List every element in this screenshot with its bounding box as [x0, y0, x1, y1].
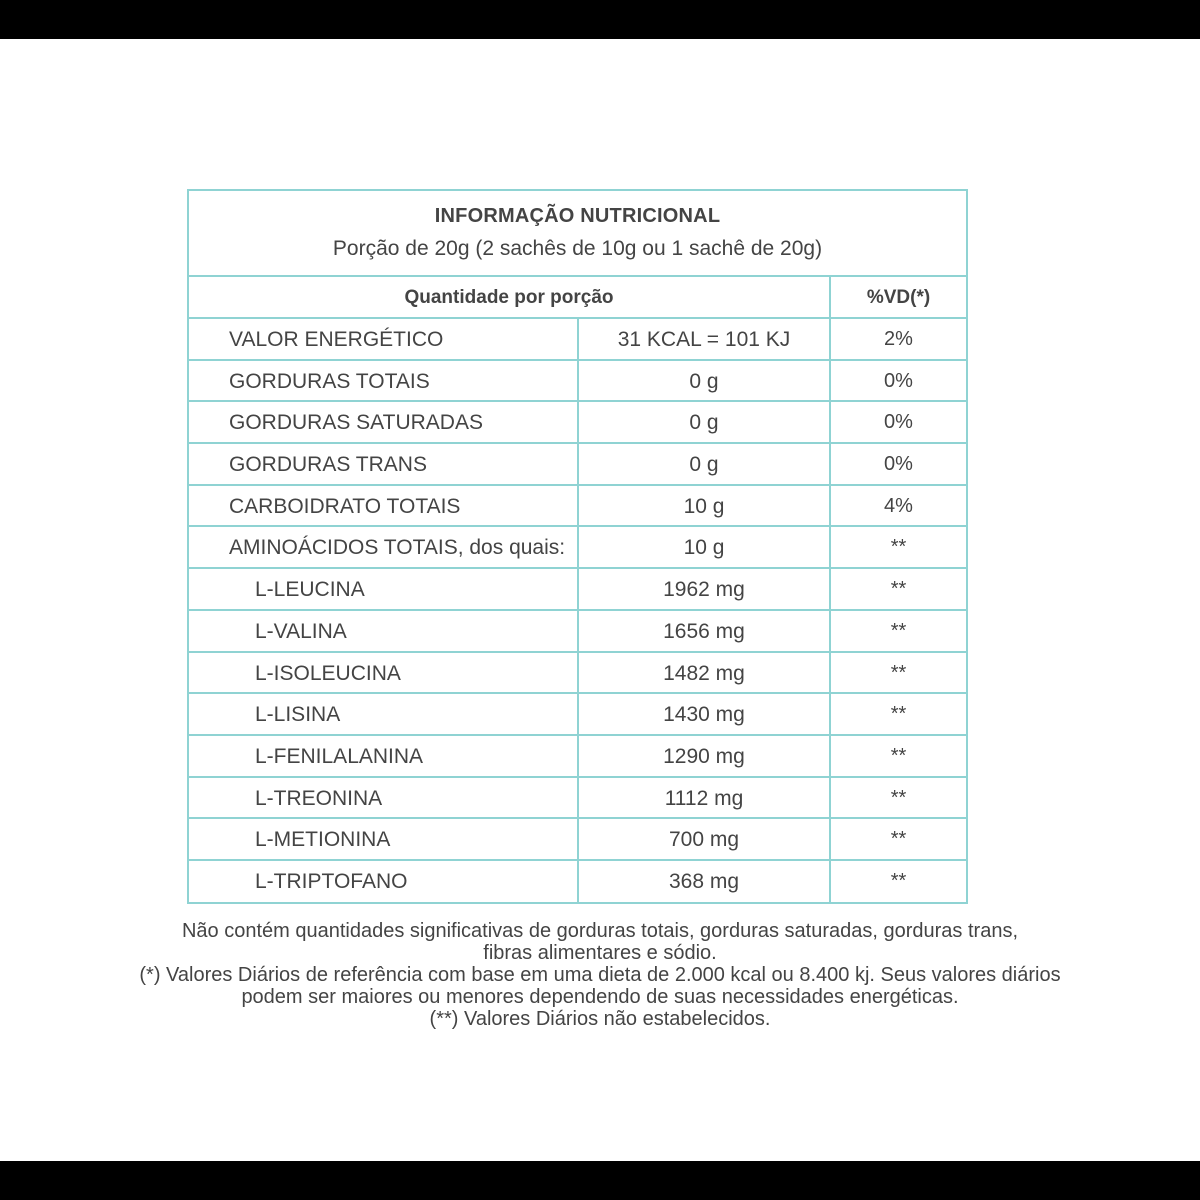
table-row [189, 694, 966, 736]
nutrient-name: L-LEUCINA [255, 578, 365, 602]
table-row [189, 527, 966, 569]
nutrient-amount: 0 g [689, 369, 719, 393]
footnote-line: Não contém quantidades significativas de gorduras totais, gorduras saturadas, gorduras trans, [181, 920, 1019, 942]
table-row [189, 778, 966, 820]
nutrient-amount: 1656 mg [663, 619, 745, 643]
nutrient-amount: 10 g [683, 536, 725, 560]
footnotes [60, 920, 1140, 1030]
nutrient-amount: 31 KCAL = 101 KJ [617, 328, 791, 351]
nutrient-name: L-TREONINA [255, 786, 383, 810]
nutrient-vd: 2% [884, 328, 913, 350]
nutrient-name: GORDURAS SATURADAS [229, 411, 483, 435]
nutrient-amount: 368 mg [668, 869, 740, 893]
nutrient-vd: ** [890, 703, 907, 726]
nutrient-amount: 700 mg [668, 828, 740, 852]
nutrient-vd: ** [890, 619, 907, 642]
footnote-line: (**) Valores Diários não estabelecidos. [429, 1008, 771, 1030]
top-black-bar [0, 0, 1200, 39]
quantity-column-header: Quantidade por porção [404, 287, 614, 308]
table-row [189, 361, 966, 403]
nutrient-amount: 1482 mg [663, 661, 745, 685]
vd-column-header: %VD(*) [866, 287, 931, 308]
nutrient-vd: ** [890, 869, 907, 892]
nutrient-amount: 1962 mg [663, 578, 745, 602]
nutrient-name: GORDURAS TRANS [229, 453, 427, 477]
nutrient-vd: 0% [884, 411, 913, 434]
nutrient-name: GORDURAS TOTAIS [229, 369, 430, 393]
nutrition-table [187, 189, 968, 904]
table-row [189, 819, 966, 861]
table-title: INFORMAÇÃO NUTRICIONAL [434, 205, 721, 227]
nutrient-vd: 4% [884, 494, 913, 517]
table-row [189, 402, 966, 444]
table-row [189, 611, 966, 653]
nutrient-name: L-ISOLEUCINA [255, 661, 401, 685]
nutrient-vd: 0% [884, 453, 913, 476]
nutrient-name: L-METIONINA [255, 828, 391, 852]
footnote-line: podem ser maiores ou menores dependendo de suas necessidades energéticas. [241, 986, 959, 1008]
nutrient-amount: 1112 mg [664, 786, 744, 810]
nutrient-name: AMINOÁCIDOS TOTAIS, dos quais: [229, 536, 566, 560]
column-headers [189, 277, 966, 319]
nutrient-vd: ** [890, 786, 907, 809]
nutrient-amount: 1430 mg [663, 703, 745, 727]
table-row [189, 736, 966, 778]
nutrient-name: L-VALINA [255, 619, 347, 643]
table-header [189, 191, 966, 277]
footnote-line: fibras alimentares e sódio. [483, 942, 717, 964]
table-row [189, 486, 966, 528]
footnote-line: (*) Valores Diários de referência com base em uma dieta de 2.000 kcal ou 8.400 kj. Seus valores diários [139, 964, 1061, 986]
nutrient-name: VALOR ENERGÉTICO [229, 328, 444, 351]
nutrient-name: L-LISINA [255, 703, 341, 727]
nutrient-vd: ** [890, 578, 907, 601]
nutrient-name: L-FENILALANINA [255, 744, 424, 768]
nutrient-name: L-TRIPTOFANO [255, 869, 408, 893]
nutrient-vd: ** [890, 744, 907, 767]
nutrient-vd: ** [890, 661, 907, 684]
table-row [189, 444, 966, 486]
table-row [189, 319, 966, 361]
nutrient-vd: 0% [884, 369, 913, 392]
table-row [189, 653, 966, 695]
nutrient-vd: ** [890, 536, 907, 559]
nutrient-amount: 10 g [683, 494, 725, 518]
bottom-black-bar [0, 1161, 1200, 1200]
table-body [189, 319, 966, 903]
nutrient-name: CARBOIDRATO TOTAIS [229, 494, 461, 518]
table-row [189, 569, 966, 611]
nutrient-amount: 0 g [689, 411, 719, 435]
table-row [189, 861, 966, 903]
nutrient-vd: ** [890, 828, 907, 851]
nutrient-amount: 0 g [689, 453, 719, 477]
nutrient-amount: 1290 mg [663, 744, 745, 768]
portion-size: Porção de 20g (2 sachês de 10g ou 1 sachê de 20g) [332, 237, 823, 260]
